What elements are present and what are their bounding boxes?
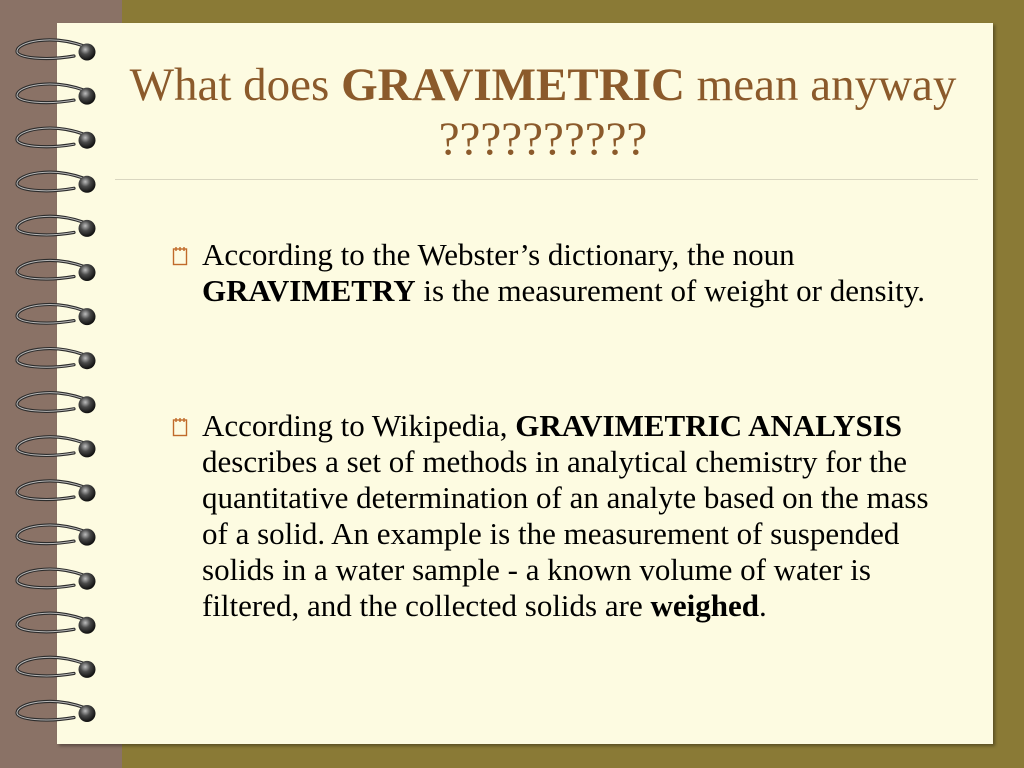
bullet-keyword: weighed xyxy=(650,588,759,623)
spiral-ring xyxy=(17,172,96,193)
spiral-ring xyxy=(17,216,96,237)
spiral-ring xyxy=(17,393,96,414)
spiral-ring xyxy=(17,657,96,678)
spiral-ring xyxy=(17,305,96,326)
bullet-text: According to the Webster’s dictionary, the noun xyxy=(202,237,795,272)
bullet-item-wikipedia xyxy=(202,408,952,624)
spiral-ring xyxy=(17,569,96,590)
bullet-text: . xyxy=(758,588,767,623)
bullet-keyword: GRAVIMETRIC ANALYSIS xyxy=(515,408,903,443)
bullet-item-webster xyxy=(202,237,952,309)
title-text-start: What does xyxy=(129,59,342,111)
title-keyword: GRAVIMETRIC xyxy=(341,59,685,111)
spiral-ring xyxy=(17,40,96,61)
bullet-text: describes a set of methods in analytical chemistry for the quantitative determination of an analyte based on the mass of a solid. An example is the measurement of suspended solids in a water sample - a known volume of water is filtered, and the collected solids are xyxy=(202,444,929,623)
title-text-end: mean anyway ?????????? xyxy=(438,59,957,165)
bullet-keyword: GRAVIMETRY xyxy=(202,273,416,308)
bullet-text: According to Wikipedia, xyxy=(202,408,516,443)
spiral-ring xyxy=(17,525,96,546)
slide-title xyxy=(118,58,968,166)
spiral-ring xyxy=(17,613,96,634)
spiral-ring xyxy=(17,84,96,105)
notepad-bullet-icon xyxy=(172,246,188,266)
bullet-text: is the measurement of weight or density. xyxy=(415,273,926,308)
title-divider xyxy=(115,179,978,180)
notepad-bullet-icon xyxy=(172,417,188,437)
spiral-ring xyxy=(17,260,96,281)
spiral-ring xyxy=(17,481,96,502)
spiral-binding xyxy=(0,0,120,768)
spiral-ring xyxy=(17,128,96,149)
spiral-ring xyxy=(17,349,96,370)
spiral-ring xyxy=(17,701,96,722)
spiral-ring xyxy=(17,437,96,458)
